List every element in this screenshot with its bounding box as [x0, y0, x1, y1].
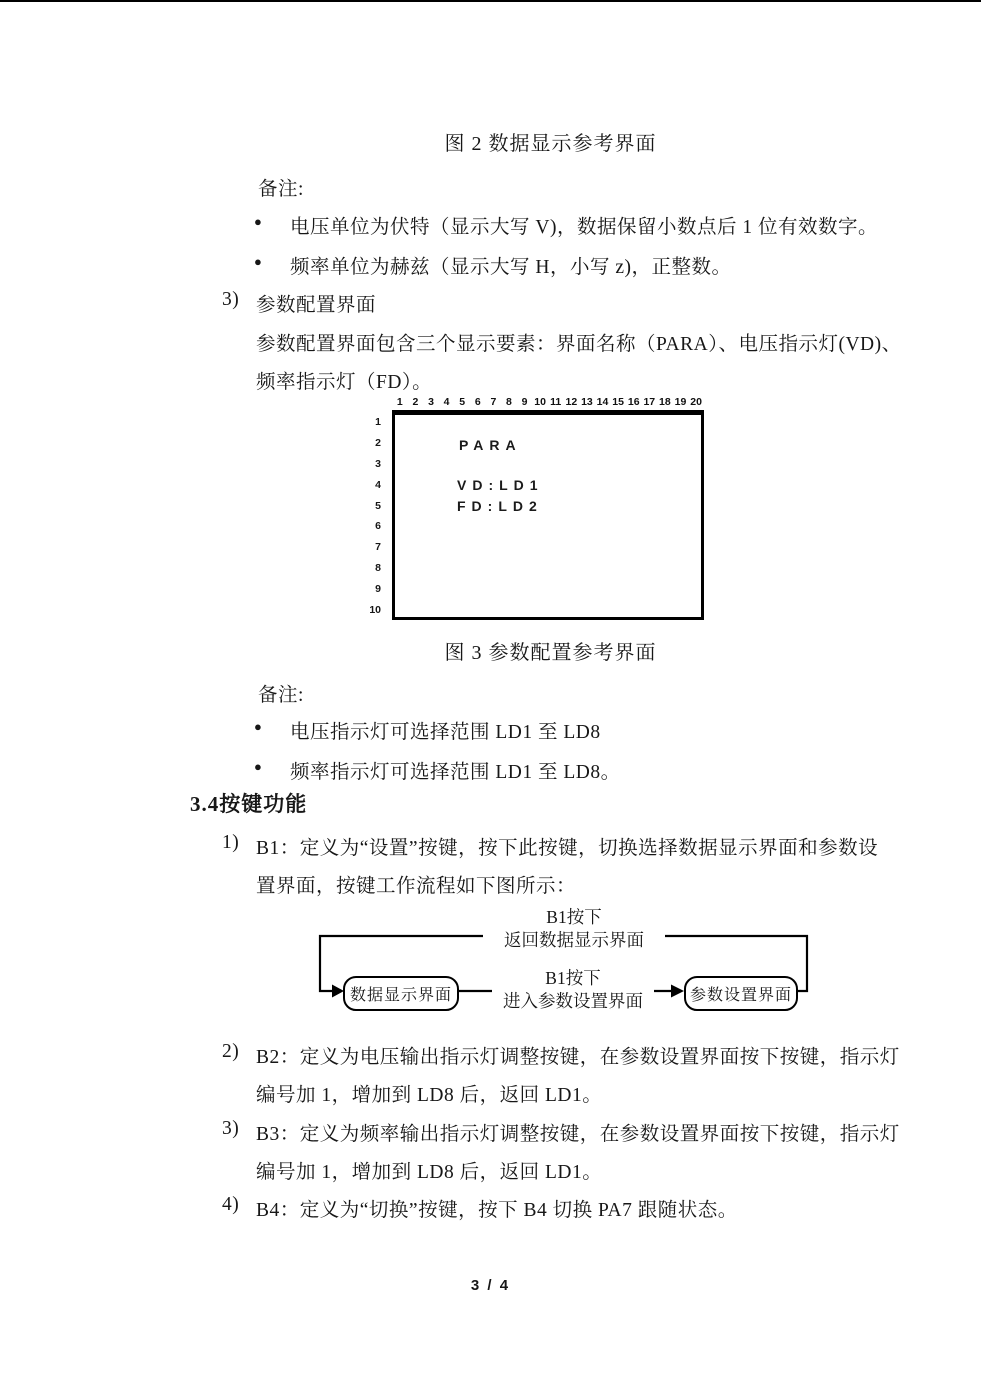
grid-row-number: 4 [375, 478, 381, 491]
page-number: 3 / 4 [470, 1277, 511, 1294]
grid-row-number: 8 [375, 561, 381, 574]
grid-column-number: 7 [490, 396, 497, 408]
screen-line-vd: VD:LD1 [457, 477, 544, 493]
grid-column-number: 6 [474, 396, 481, 408]
flow-mid-label-line2: 进入参数设置界面 [503, 991, 643, 1011]
section3-number: 3) [222, 289, 240, 310]
list-item-line: 编号加 1，增加到 LD8 后，返回 LD1。 [256, 1085, 603, 1106]
flow-mid-label [492, 967, 654, 1013]
grid-column-number: 17 [643, 396, 656, 408]
screen-line-fd: FD:LD2 [457, 498, 543, 514]
grid-row-number: 2 [375, 437, 381, 450]
list-item-number: 2) [222, 1041, 240, 1062]
grid-column-number: 15 [612, 396, 624, 408]
grid-column-number: 12 [565, 396, 578, 408]
grid-row-number: 10 [369, 603, 381, 616]
bullet-icon: ● [254, 214, 262, 229]
grid-row-number: 7 [375, 541, 381, 554]
section3-body-line2: 频率指示灯（FD）。 [256, 372, 433, 393]
list-item-line: B2：定义为电压输出指示灯调整按键，在参数设置界面按下按键，指示灯 [256, 1047, 900, 1068]
grid-row-number: 6 [375, 520, 381, 533]
bullet-icon: ● [254, 254, 262, 269]
grid-column-number: 8 [506, 396, 512, 408]
figure3-caption: 图 3 参数配置参考界面 [444, 642, 657, 664]
list-item-number: 4) [222, 1194, 240, 1215]
grid-column-number: 11 [550, 396, 562, 408]
grid-column-number: 20 [690, 396, 702, 408]
flow-forward-arrowhead-icon [671, 985, 684, 998]
grid-row-number: 1 [375, 416, 381, 429]
grid-column-number: 3 [428, 396, 434, 408]
grid-column-number: 1 [396, 396, 403, 408]
flow-box-param-setting: 参数设置界面 [684, 976, 798, 1011]
notes1-label: 备注: [258, 179, 304, 200]
section3-body-line1: 参数配置界面包含三个显示要素：界面名称（PARA）、电压指示灯(VD)、 [256, 334, 902, 355]
notes2-item: 频率指示灯可选择范围 LD1 至 LD8。 [290, 762, 621, 783]
notes2-item: 电压指示灯可选择范围 LD1 至 LD8 [290, 722, 601, 743]
grid-column-number: 5 [459, 396, 466, 408]
list-item-line: 置界面，按键工作流程如下图所示： [256, 876, 577, 897]
list-item-line: B3：定义为频率输出指示灯调整按键，在参数设置界面按下按键，指示灯 [256, 1124, 900, 1145]
grid-column-number: 4 [443, 396, 450, 408]
screen-display-box [392, 412, 704, 620]
notes2-label: 备注: [258, 685, 304, 706]
list-item-line: B4：定义为“切换”按键，按下 B4 切换 PA7 跟随状态。 [256, 1200, 738, 1221]
list-item-line: 编号加 1，增加到 LD8 后，返回 LD1。 [256, 1162, 603, 1183]
flow-top-label-line2: 返回数据显示界面 [504, 930, 644, 950]
section3-title: 参数配置界面 [256, 295, 377, 316]
grid-column-numbers [392, 396, 704, 412]
flow-box-data-display: 数据显示界面 [343, 976, 459, 1011]
grid-column-number: 2 [412, 396, 419, 408]
list-item-number: 1) [222, 832, 240, 853]
grid-row-number: 3 [375, 457, 381, 470]
grid-row-number: 5 [375, 499, 381, 512]
grid-column-number: 19 [674, 396, 687, 408]
grid-column-number: 13 [581, 396, 593, 408]
grid-column-number: 10 [534, 396, 546, 408]
list-item-number: 3) [222, 1118, 240, 1139]
grid-column-number: 18 [659, 396, 671, 408]
grid-column-number: 16 [627, 396, 640, 408]
notes1-item: 频率单位为赫兹（显示大写 H，小写 z)，正整数。 [290, 257, 732, 278]
flow-top-label-line1: B1按下 [546, 907, 602, 927]
grid-row-number: 9 [375, 582, 381, 595]
bullet-icon: ● [254, 719, 262, 734]
screen-line-para: PARA [459, 437, 522, 453]
section34-heading: 3.4按键功能 [190, 792, 308, 816]
flow-top-label [483, 906, 665, 952]
figure2-caption: 图 2 数据显示参考界面 [444, 133, 657, 155]
flow-mid-label-line1: B1按下 [545, 968, 601, 988]
grid-column-number: 9 [521, 396, 528, 408]
list-item-line: B1：定义为“设置”按键，按下此按键，切换选择数据显示界面和参数设 [256, 838, 879, 859]
bullet-icon: ● [254, 759, 262, 774]
grid-column-number: 14 [596, 396, 609, 408]
page-top-edge [0, 0, 981, 2]
notes1-item: 电压单位为伏特（显示大写 V)，数据保留小数点后 1 位有效数字。 [290, 217, 878, 238]
grid-row-numbers [358, 412, 386, 620]
